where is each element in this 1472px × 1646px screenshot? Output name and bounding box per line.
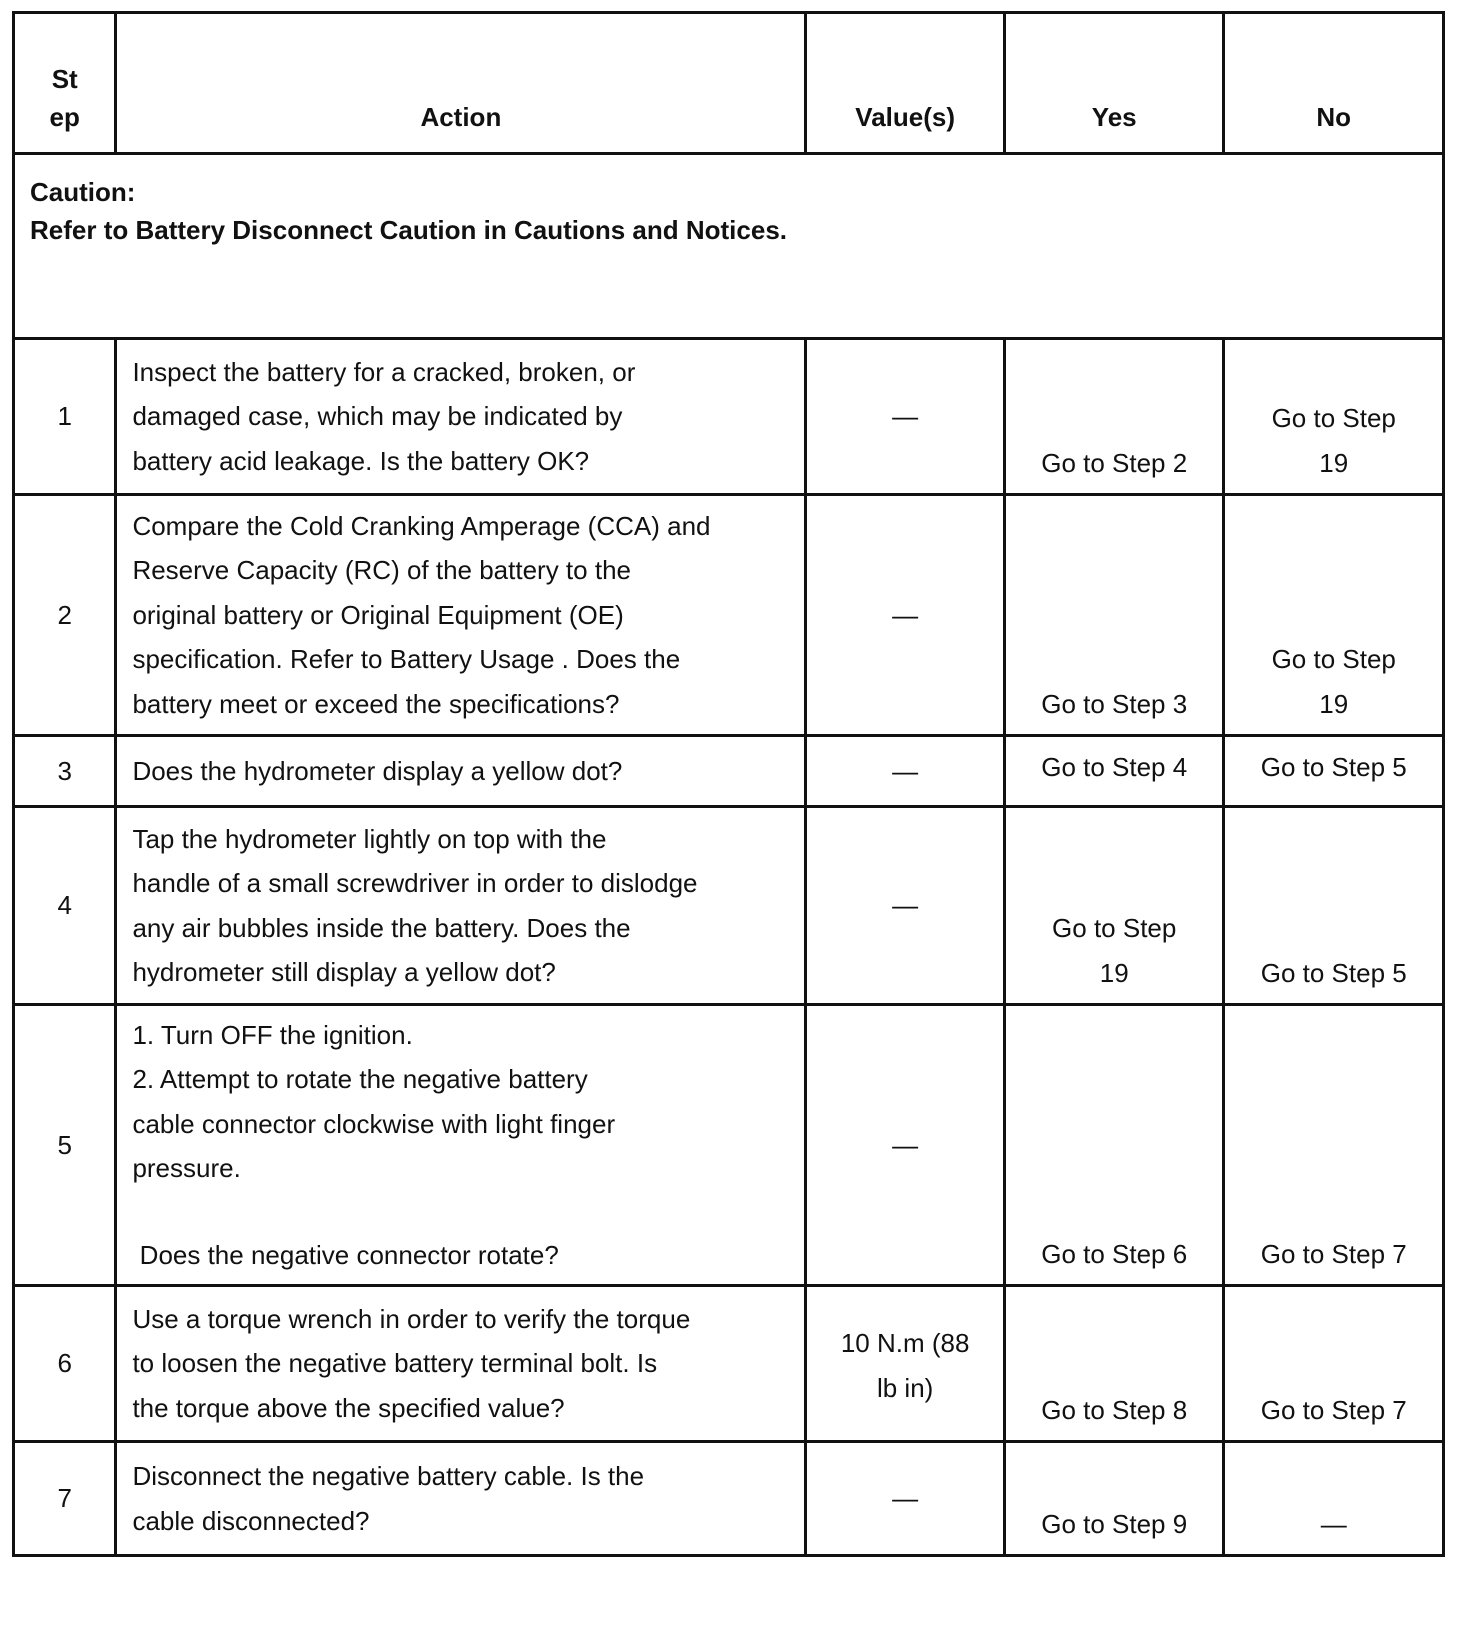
diagnostic-table xyxy=(12,11,1445,1557)
action-question: Does the negative connector rotate? xyxy=(132,1239,559,1270)
value-cell: — xyxy=(806,736,1005,807)
table-row xyxy=(14,736,1444,807)
yes-cell: Go to Step 2 xyxy=(1004,339,1224,495)
table-row xyxy=(14,495,1444,736)
header-step: St ep xyxy=(14,13,116,154)
step-number: 5 xyxy=(14,1005,116,1286)
step-number: 6 xyxy=(14,1286,116,1442)
action-cell: Inspect the battery for a cracked, broken, or damaged case, which may be indicated by battery acid leakage. Is the battery OK? xyxy=(116,339,806,495)
caution-row xyxy=(14,154,1444,339)
action-steps-list xyxy=(132,1013,794,1102)
no-cell: Go to Step 5 xyxy=(1224,807,1444,1005)
action-cell: Disconnect the negative battery cable. Is the cable disconnected? xyxy=(116,1442,806,1556)
table-row xyxy=(14,1286,1444,1442)
no-cell: Go to Step 19 xyxy=(1224,339,1444,495)
yes-cell: Go to Step 9 xyxy=(1004,1442,1224,1556)
action-cell xyxy=(116,1005,806,1286)
no-cell: Go to Step 19 xyxy=(1224,495,1444,736)
caution-cell xyxy=(14,154,1444,339)
value-cell: — xyxy=(806,807,1005,1005)
header-values: Value(s) xyxy=(806,13,1005,154)
value-cell: 10 N.m (88 lb in) xyxy=(806,1286,1005,1442)
step-number: 7 xyxy=(14,1442,116,1556)
step-number: 1 xyxy=(14,339,116,495)
step-number: 4 xyxy=(14,807,116,1005)
action-cell: Compare the Cold Cranking Amperage (CCA) and Reserve Capacity (RC) of the battery to the original battery or Original Equipment (OE) specification. Refer to Battery Usage . Does the battery meet or exceed the specifications? xyxy=(116,495,806,736)
step-number: 2 xyxy=(14,495,116,736)
table-row xyxy=(14,339,1444,495)
caution-text: Refer to Battery Disconnect Caution in Cautions and Notices. xyxy=(30,215,787,245)
list-item: 1. Turn OFF the ignition. xyxy=(132,1019,413,1050)
header-action: Action xyxy=(116,13,806,154)
step-number: 3 xyxy=(14,736,116,807)
no-cell: Go to Step 5 xyxy=(1224,736,1444,807)
header-no: No xyxy=(1224,13,1444,154)
yes-cell: Go to Step 6 xyxy=(1004,1005,1224,1286)
table-row xyxy=(14,807,1444,1005)
no-cell: Go to Step 7 xyxy=(1224,1286,1444,1442)
action-cell: Use a torque wrench in order to verify the torque to loosen the negative battery terminal bolt. Is the torque above the specified value? xyxy=(116,1286,806,1442)
action-continuation: cable connector clockwise with light finger pressure. xyxy=(132,1108,616,1184)
yes-cell: Go to Step 8 xyxy=(1004,1286,1224,1442)
header-row xyxy=(14,13,1444,154)
action-cell: Does the hydrometer display a yellow dot? xyxy=(116,736,806,807)
yes-cell: Go to Step 3 xyxy=(1004,495,1224,736)
action-cell: Tap the hydrometer lightly on top with the handle of a small screwdriver in order to dislodge any air bubbles inside the battery. Does the hydrometer still display a yellow dot? xyxy=(116,807,806,1005)
value-cell: — xyxy=(806,339,1005,495)
table-row xyxy=(14,1005,1444,1286)
no-cell: — xyxy=(1224,1442,1444,1556)
yes-cell: Go to Step 4 xyxy=(1004,736,1224,807)
list-item: 2. Attempt to rotate the negative battery xyxy=(132,1064,588,1095)
yes-cell: Go to Step 19 xyxy=(1004,807,1224,1005)
caution-title: Caution: xyxy=(30,177,136,207)
value-cell: — xyxy=(806,1442,1005,1556)
table-row xyxy=(14,1442,1444,1556)
value-cell: — xyxy=(806,1005,1005,1286)
value-cell: — xyxy=(806,495,1005,736)
no-cell: Go to Step 7 xyxy=(1224,1005,1444,1286)
header-yes: Yes xyxy=(1004,13,1224,154)
